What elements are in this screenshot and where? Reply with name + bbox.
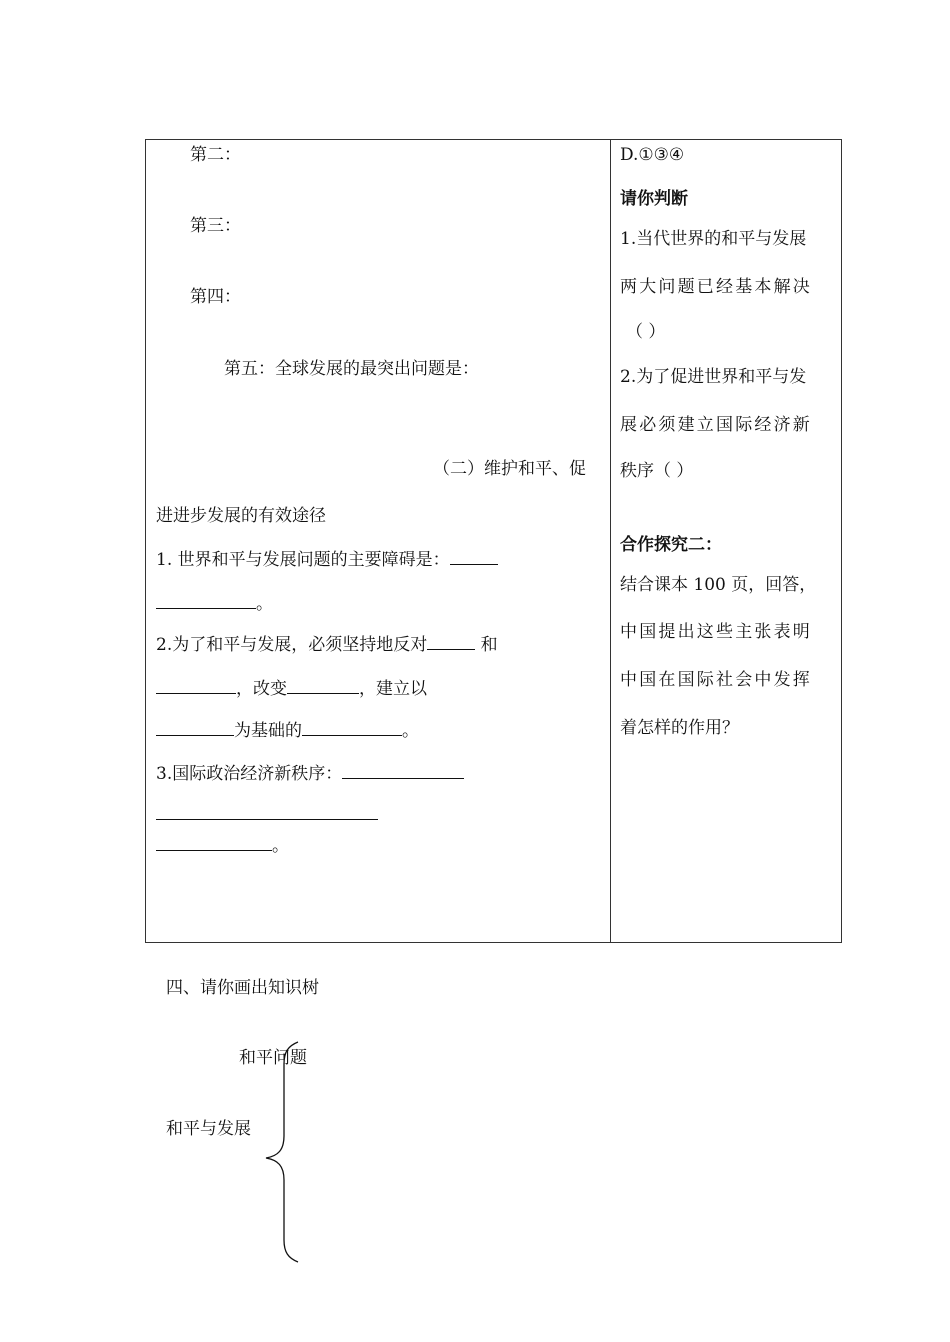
answer-blank[interactable] — [156, 717, 234, 736]
question-2-and: 和 — [475, 635, 498, 655]
question-3 — [156, 760, 464, 786]
judge-2-line1: 2.为了促进世界和平与发 — [620, 367, 807, 387]
judge-2-line2: 展必须建立国际经济新 — [620, 415, 812, 435]
cooperate-line1: 结合课本 100 页，回答， — [620, 575, 817, 595]
answer-blank[interactable] — [427, 631, 475, 650]
tree-root: 和平与发展 — [166, 1119, 251, 1139]
question-2-basis: 为基础的 — [234, 721, 302, 741]
answer-blank[interactable] — [156, 832, 272, 851]
period: 。 — [272, 836, 289, 856]
point-two-label: 第二： — [190, 145, 241, 165]
period: 。 — [256, 594, 273, 614]
tree-branch-peace: 和平问题 — [239, 1048, 307, 1068]
judge-heading: 请你判断 — [620, 189, 688, 209]
judge-1-line2: 两大问题已经基本解决 — [620, 277, 812, 297]
answer-blank[interactable] — [156, 801, 378, 820]
period: 。 — [402, 721, 419, 741]
section-four-heading: 四、请你画出知识树 — [166, 978, 319, 998]
question-2-build: ，建立以 — [359, 679, 427, 699]
point-three-label: 第三： — [190, 216, 241, 236]
cooperate-line2: 中国提出这些主张表明 — [620, 622, 812, 642]
answer-blank[interactable] — [156, 675, 236, 694]
question-3-line3 — [156, 832, 289, 858]
answer-blank[interactable] — [287, 675, 359, 694]
section-two-heading-part1: （二）维护和平、促 — [433, 459, 586, 479]
column-divider — [610, 139, 611, 943]
question-2-line2 — [156, 675, 427, 701]
question-2-line3 — [156, 717, 419, 743]
point-five-text: 第五：全球发展的最突出问题是： — [224, 359, 479, 379]
answer-blank[interactable] — [342, 760, 464, 779]
question-2 — [156, 631, 498, 657]
question-1 — [156, 546, 498, 572]
cooperate-line4: 着怎样的作用？ — [620, 718, 739, 738]
question-1-text: 1. 世界和平与发展问题的主要障碍是： — [156, 550, 450, 570]
judge-1-line1: 1.当代世界的和平与发展 — [620, 229, 807, 249]
question-1-line2 — [156, 590, 273, 616]
answer-blank[interactable] — [302, 717, 402, 736]
answer-blank[interactable] — [450, 546, 498, 565]
judge-1-bracket[interactable]: （ ） — [626, 322, 666, 342]
section-two-heading-part2: 进进步发展的有效途径 — [156, 506, 326, 526]
option-d: D.①③④ — [620, 145, 685, 165]
point-four-label: 第四： — [190, 287, 241, 307]
judge-2-line3[interactable]: 秩序（ ） — [620, 461, 694, 481]
question-2-text: 2.为了和平与发展，必须坚持地反对 — [156, 635, 428, 655]
question-3-line2 — [156, 801, 378, 827]
cooperate-line3: 中国在国际社会中发挥 — [620, 670, 812, 690]
tree-brace — [258, 1040, 308, 1265]
answer-blank[interactable] — [156, 590, 256, 609]
cooperate-heading: 合作探究二： — [620, 535, 722, 555]
question-3-text: 3.国际政治经济新秩序： — [156, 764, 343, 784]
question-2-change: ，改变 — [236, 679, 287, 699]
